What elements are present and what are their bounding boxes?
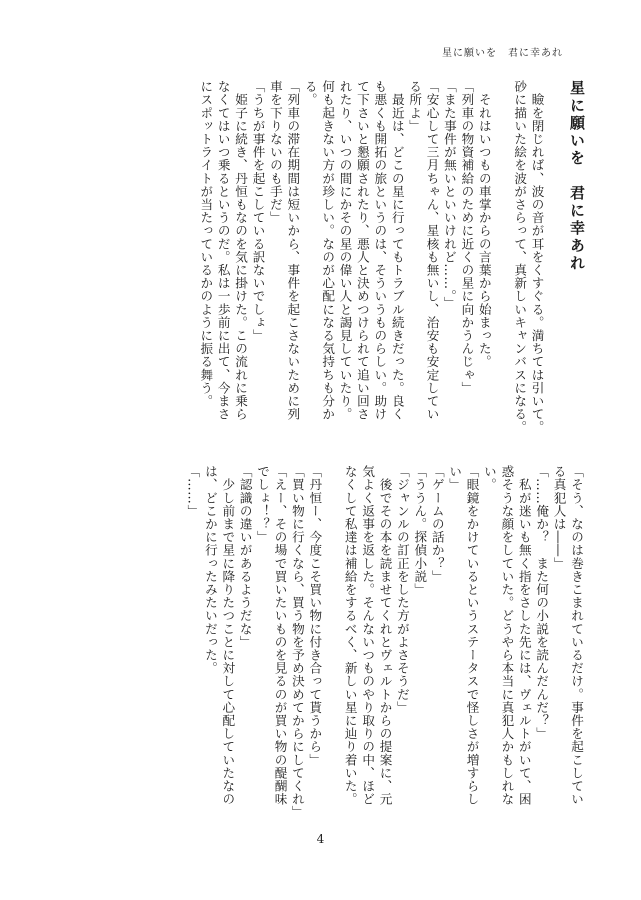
text-line: 「また事件が無いといいけれど……。」 <box>441 80 457 310</box>
running-header: 星に願いを 君に幸あれ <box>442 48 563 59</box>
text-line: 「安心して三月ちゃん、星核も無いし、治安も安定してい <box>424 80 440 421</box>
top-text-block <box>115 80 585 432</box>
text-line: る所よ」 <box>407 80 423 133</box>
text-line: 「眼鏡をかけているというステータスで怪しさが増すらし <box>464 465 480 806</box>
text-line: 「列車の滞在期間は短いから、事件を起こさないために列 <box>285 80 301 421</box>
text-line: なくてはいつ乗るというのだ。私は一歩前に出て、今まさ <box>215 80 231 421</box>
text-line: て下さいと懇願されたり、悪人と決めつけられて追い回さ <box>354 80 370 421</box>
text-line: は、どこかに行ったみたいだった。 <box>202 465 218 675</box>
bottom-text-block <box>115 465 585 825</box>
text-line: 「列車の物資補給のために近くの星に向かうんじゃ」 <box>459 80 475 395</box>
text-line: 砂に描いた絵を波がさらって、真新しいキャンバスになる。 <box>512 80 528 434</box>
text-line: 少し前まで星に降りたつことに対して心配していたなの <box>220 465 236 806</box>
text-line: 「ううん。探偵小説」 <box>412 465 428 596</box>
chapter-title: 星に願いを 君に幸あれ <box>568 80 586 273</box>
text-line: にスポットライトが当たっているかのように振る舞う。 <box>198 80 214 408</box>
page-number: 4 <box>316 832 325 846</box>
text-line: 「そう、なのは巻きこまれているだけ。事件を起こしてい <box>569 465 584 806</box>
text-line: 「ゲームの話か？」 <box>429 465 445 583</box>
text-line: 瞼を閉じれば、波の音が耳をくすぐる。満ちては引いて。 <box>529 80 545 434</box>
text-line: る。 <box>302 80 318 107</box>
text-line: 「……俺か？ また何の小説を読んだんだ？」 <box>534 465 550 741</box>
text-line: 車を下りないのも手だ」 <box>267 80 283 225</box>
text-line: 「えー、その場で買いたいものを見るのが買い物の醍醐味 <box>272 465 288 806</box>
text-line: れたり、いつの間にかその星の偉い人と謁見していたり。 <box>337 80 353 421</box>
text-line: 最近は、どこの星に行ってもトラブル続きだった。良く <box>389 80 405 421</box>
text-line: でしょ！？」 <box>255 465 271 544</box>
text-line: 「丹恒ー、今度こそ買い物に付き合って貰うから」 <box>307 465 323 767</box>
text-line: い」 <box>447 465 463 492</box>
text-line: 「認識の違いがあるようだな」 <box>237 465 253 649</box>
blank-line <box>323 465 341 825</box>
text-line: 「うちが事件を起こしている訳ないでしょ」 <box>250 80 266 342</box>
text-line: 惑そうな顔をしていた。どうやら本当に真犯人かもしれな <box>499 465 515 806</box>
text-line: 気よく返事を返した。そんないつものやり取りの中、ほど <box>360 465 376 806</box>
text-line: それはいつもの車掌からの言葉から始まった。 <box>476 80 492 369</box>
text-line: 「ジャンルの訂正をした方がよさそうだ」 <box>394 465 410 714</box>
text-line: 何も起きない方が珍しい。なのが心配になる気持ちも分か <box>320 80 336 421</box>
text-line: も悪くも開拓の旅というのは、そういうものらしい。助け <box>372 80 388 421</box>
text-line: 私が迷いも無く指をさした先には、ヴェルトがいて、困 <box>516 465 532 806</box>
text-line: 「……」 <box>185 465 201 518</box>
text-line: なくして私達は補給をするべく、新しい星に辿り着いた。 <box>342 465 358 806</box>
text-line: い。 <box>481 465 497 492</box>
blank-line <box>493 80 511 432</box>
text-line: 後でその本を読ませてくれとヴェルトからの提案に、元 <box>377 465 393 806</box>
text-line: 「買い物に行くなら、買う物を予め決めてからにしてくれ」 <box>289 465 305 819</box>
text-line: る真犯人は――」 <box>551 465 567 570</box>
text-line: 姫子に続き、丹恒もなのを気に掛けた。この流れに乗ら <box>233 80 249 421</box>
